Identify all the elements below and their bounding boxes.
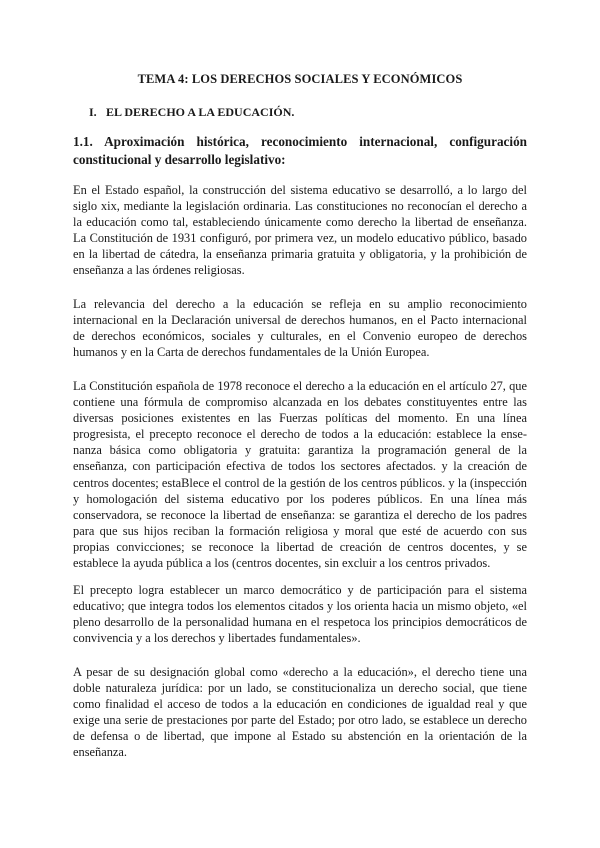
section-heading bbox=[89, 105, 294, 120]
paragraph-history: En el Estado español, la construcción del sistema educativo se desarrolló, a lo largo del siglo xix, mediante la legislación ordinaria. Las constituciones no reconocían el derecho a la educación como tal, estableciendo únicamente como derecho la libertad de enseñanza. La Constitución de 1931 configuró, por primera vez, un modelo educativo público, basado en la libertad de cátedra, la enseñanza primaria gratuita y obligatoria, y la prohibición de enseñanza a las órdenes religiosas. bbox=[73, 183, 527, 278]
section-number: I. bbox=[89, 105, 97, 119]
paragraph-democratic-framework: El precepto logra establecer un marco democrático y de participación para el sistema educativo; que integra todos los elementos citados y los orienta hacia un mismo objeto, «el pleno desarrollo de la personalidad humana en el respetoca los principios democráticos de convivencia y a los derechos y libertades fundamentales». bbox=[73, 583, 527, 646]
subsection-heading: 1.1. Aproximación histórica, reconocimiento internacional, configuración constitucional y desarrollo legislativo: bbox=[73, 134, 527, 167]
paragraph-constitution-1978: La Constitución española de 1978 reconoce el derecho a la educación en el artículo 27, que contiene una fórmula de compromiso alcanzada en los debates constituyentes entre las diversas posiciones existentes en las Fuerzas políticas del momento. En una línea progresista, el precepto reconoce el derecho de todos a la educación: establece la ense-nanza básica como obligatoria y gratuita: garantiza la programación general de la enseñanza, con participación efectiva de todos los sectores afectados. y la creación de centros docentes; estaBlece el control de la gestión de los centros públicos. y la (inspección y homologación del sistema educativo por los poderes públicos. En una línea más conservadora, se reconoce la libertad de enseñanza: se garantiza el derecho de los padres para que sus hijos reciban la formación religiosa y moral que esté de acuerdo con sus propias convicciones; se reconoce la libertad de creación de centros docentes, y se establece la ayuda pública a los (centros docentes, sin excluir a los centros privados. bbox=[73, 379, 527, 571]
section-heading-text: EL DERECHO A LA EDUCACIÓN. bbox=[106, 105, 295, 119]
paragraph-international-recognition: La relevancia del derecho a la educación se refleja en su amplio reconocimiento internacional en la Declaración universal de derechos humanos, en el Pacto internacional de derechos económicos, sociales y culturales, en el Convenio europeo de derechos humanos y en la Carta de derechos fundamentales de la Unión Europea. bbox=[73, 297, 527, 360]
paragraph-legal-nature: A pesar de su designación global como «derecho a la educación», el derecho tiene una doble naturaleza jurídica: por un lado, se constitucionaliza un derecho social, que tiene como finalidad el acceso de todos a la educación en condiciones de igualdad real y que exige una serie de prestaciones por parte del Estado; por otro lado, se establece un derecho de defensa o de libertad, que impone al Estado su abstención en la orientación de la enseñanza. bbox=[73, 665, 527, 760]
document-title: TEMA 4: LOS DERECHOS SOCIALES Y ECONÓMICOS bbox=[137, 72, 463, 86]
